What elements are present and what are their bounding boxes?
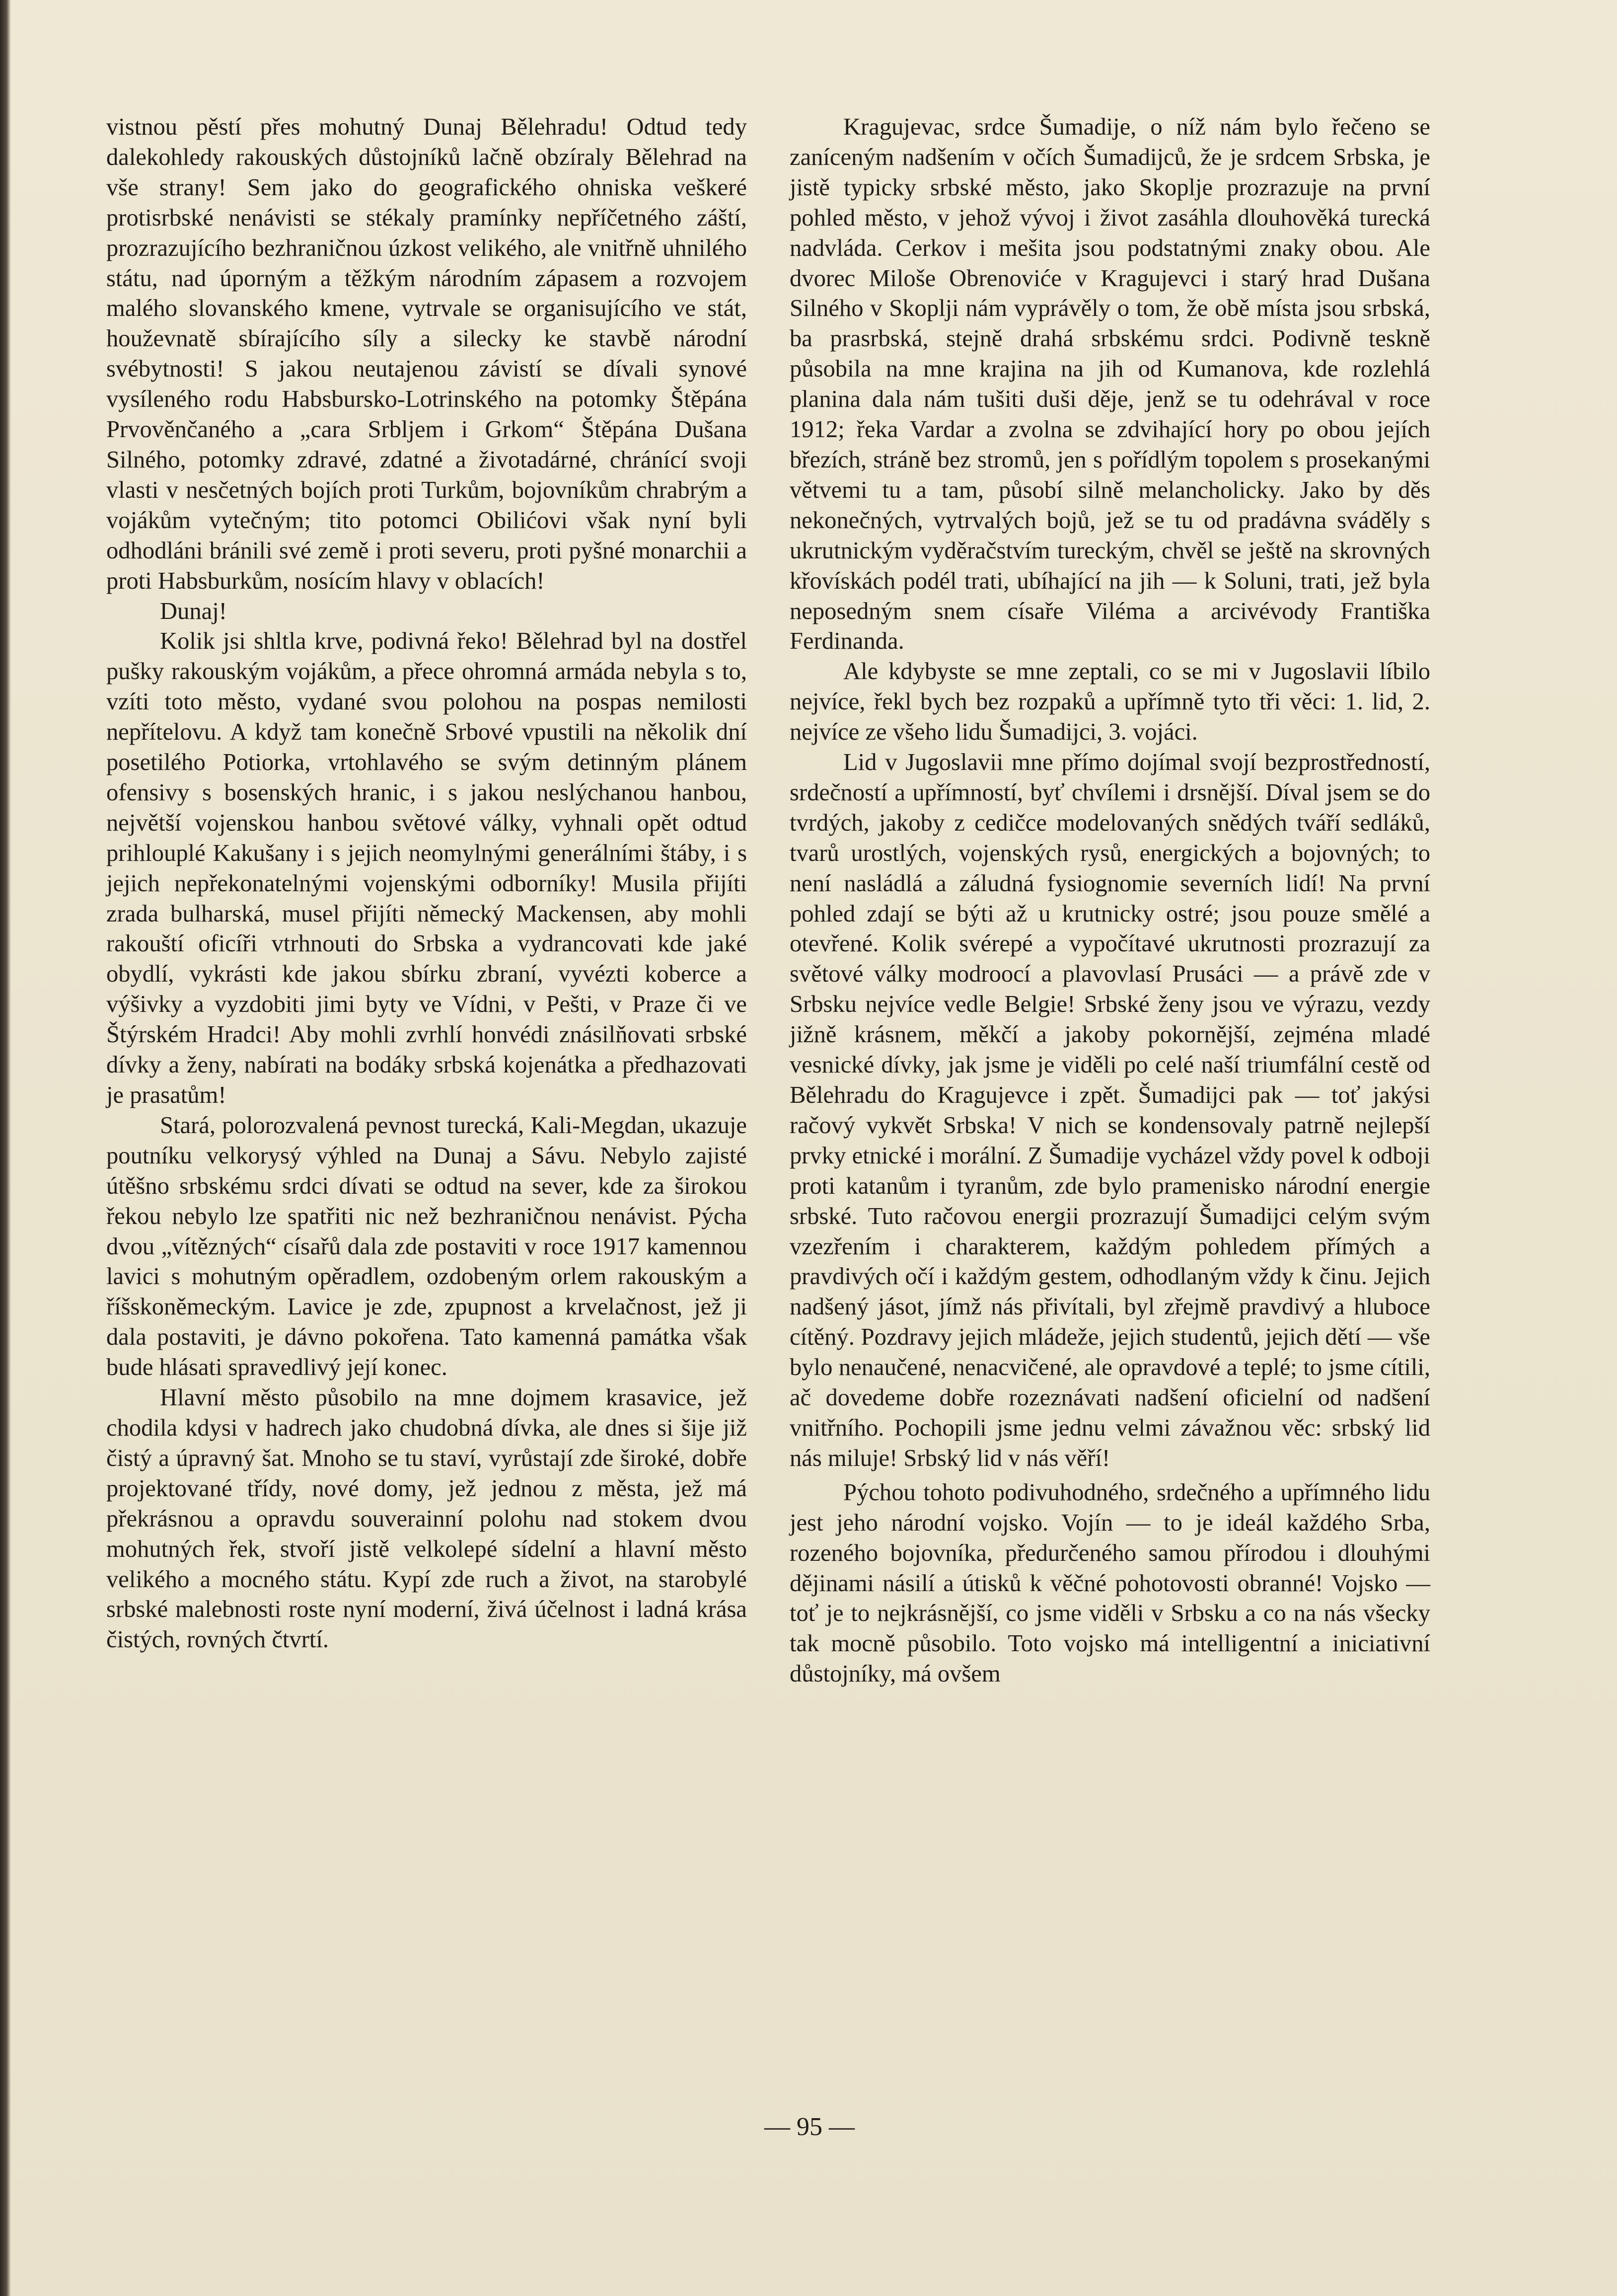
right-paragraph-4: Pýchou tohoto podivuhodného, srdečného a upřímného lidu jest jeho národní vojsko. Vojín — to je ideál každého Srba, rozeného bojovníka, předurčeného samou přírodou i dlouhými dějinami násilí a útisků k věčné pohotovosti obranné! Vojsko — toť je to nejkrásnější, co jsme viděli v Srbsku a co na nás všecky tak mocně působilo. Toto vojsko má intelligentní a iniciativní důstojníky, má ovšem	[790, 1478, 1430, 1687]
left-paragraph-3: Kolik jsi shltla krve, podivná řeko! Bělehrad byl na dostřel pušky rakouským vojákům, a přece ohromná armáda nebyla s to, vzíti toto město, vydané svou polohou na pospas nemilosti nepřítelovu. A když tam konečně Srbové vpustili na několik dní posetilého Potiorka, vrtohlavého se svým detinným plánem ofensivy s bosenských hranic, i s jakou neslýchanou hanbou, největší vojenskou hanbou světové války, vyhnali opět odtud prihlouplé Kakušany i s jejich neomylnými generálními štáby, i s jejich nepřekonatelnými vojenskými odborníky! Musila přijíti zrada bulharská, musel přijíti německý Mackensen, aby mohli rakouští oficíři vtrhnouti do Srbska a vydrancovati kde jaké obydlí, vykrásti kde jakou sbírku zbraní, vyvézti koberce a výšivky a vyzdobiti jimi byty ve Vídni, v Pešti, v Praze či ve Štýrském Hradci! Aby mohli zvrhlí honvédi znásilňovati srbské dívky a ženy, nabírati na bodáky srbská kojenátka a předhazovati je prasatům!	[106, 627, 747, 1108]
right-paragraph-2: Ale kdybyste se mne zeptali, co se mi v Jugoslavii líbilo nejvíce, řekl bych bez rozpaků a upřímně tyto tři věci: 1. lid, 2. nejvíce ze všeho lidu Šumadijci, 3. vojáci.	[790, 658, 1430, 746]
left-paragraph-1: vistnou pěstí přes mohutný Dunaj Bělehradu! Odtud tedy dalekohledy rakouských důstojníků lačně obzíraly Bělehrad na vše strany! Sem jako do geografického ohniska veškeré protisrbské nenávisti se stékaly pramínky nepříčetného záští, prozrazujícího bezhraničnou úzkost velikého, ale vnitřně uhnilého státu, nad úporným a těžkým národním zápasem a rozvojem malého slovanského kmene, vytrvale se organisujícího ve stát, houževnatě sbírajícího síly a silecky ke stavbě národní svébytnosti! S jakou neutajenou závistí se dívali synové vysíleného rodu Habsbursko-Lotrinského na potomky Štěpána Prvověnčaného a „cara Srbljem i Grkom“ Štěpána Dušana Silného, potomky zdravé, zdatné a životadárné, chránící svoji vlasti v nesčetných bojích proti Turkům, bojovníkům chrabrým a vojákům vytečným; tito potomci Obilićovi však nyní byli odhodláni bránili své země i proti severu, proti pyšné monarchii a proti Habsburkům, nosícím hlavy v oblacích!	[106, 113, 747, 594]
left-paragraph-4: Stará, polorozvalená pevnost turecká, Kali-Megdan, ukazuje poutníku velkorysý výhled na Dunaj a Sávu. Nebylo zajisté útěšno srbskému srdci dívati se odtud na sever, kde za širokou řekou nebylo lze spatřiti nic než bezhraničnou nenávist. Pýcha dvou „vítězných“ císařů dala zde postaviti v roce 1917 kamennou lavici s mohutným opěradlem, ozdobeným orlem rakouským a říšskoněmeckým. Lavice je zde, zpupnost a krvelačnost, jež ji dala postaviti, je dávno pokořena. Tato kamenná památka však bude hlásati spravedlivý její konec.	[106, 1111, 747, 1381]
left-paragraph-dunaj: Dunaj!	[160, 597, 227, 624]
binding-edge	[0, 0, 11, 2296]
page-number: — 95 —	[764, 2113, 855, 2141]
right-text-column	[790, 112, 1430, 1689]
right-paragraph-1: Kragujevac, srdce Šumadije, o níž nám bylo řečeno se zaníceným nadšením v očích Šumadijců, že je srdcem Srbska, je jistě typicky srbské město, jako Skoplje prozrazuje na první pohled město, v jehož vývoj i život zasáhla dlouhověká turecká nadvláda. Cerkov i mešita jsou podstatnými znaky obou. Ale dvorec Miloše Obrenoviće v Kragujevci i starý hrad Dušana Silného v Skoplji nám vyprávěly o tom, že obě místa jsou srbská, ba prasrbská, stejně drahá srbskému srdci. Podivně teskně působila na mne krajina na jih od Kumanova, kde rozlehlá planina dala nám tušiti duši děje, jenž se tu odehrával v roce 1912; řeka Vardar a zvolna se zdvihající hory po obou jejích březích, stráně bez stromů, jen s pořídlým topolem s prosekanými větvemi tu a tam, působí silně melancholicky. Jako by děs nekonečných, vytrvalých bojů, jež se tu od pradávna sváděly s ukrutnickým vyděračstvím tureckým, chvěl se ještě na skrovných křovískách podél trati, ubíhající na jih — k Soluni, trati, jež byla neposedným snem císaře Viléma a arcivévody Františka Ferdinanda.	[790, 113, 1430, 655]
right-paragraph-3: Lid v Jugoslavii mne přímo dojímal svojí bezprostředností, srdečností a upřímností, byť chvílemi i drsnější. Díval jsem se do tvrdých, jakoby z cedičce modelovaných snědých tváří sedláků, tvarů urostlých, vojenských rysů, energických a bojovných; to není nasládlá a záludná fysiognomie severních lidí! Na první pohled zdají se býti až u krutnicky ostré; jsou pouze smělé a otevřené. Kolik svérepé a vypočítavé ukrutnosti prozrazují za světové války modroocí a plavovlasí Prusáci — a právě zde v Srbsku nejvíce vedle Belgie! Srbské ženy jsou ve výrazu, vezdy jižně krásnem, měkčí a jakoby pokornější, zejména mladé vesnické dívky, jak jsme je viděli po celé naší triumfální cestě od Bělehradu do Kragujevce i zpět. Šumadijci pak — toť jakýsi račový vykvět Srbska! V nich se kondensovaly patrně nejlepší prvky etnické i morální. Z Šumadije vycházel vždy povel k odboji proti katanům i tyranům, zde bylo pramenisko národní energie srbské. Tuto račovou energii prozrazují Šumadijci celým svým vzezřením i charakterem, každým pohledem přímých a pravdivých očí i každým gestem, odhodlaným vždy k činu. Jejich nadšený jásot, jímž nás přivítali, byl zřejmě pravdivý a hluboce cítěný. Pozdravy jejich mládeže, jejich studentů, jejich dětí — vše bylo nenaučené, nenacvičené, ale opravdové a teplé; to jsme cítili, ač dovedeme dobře rozeznávati nadšení oficielní od nadšení vnitřního. Pochopili jsme jednu velmi závažnou věc: srbský lid nás miluje! Srbský lid v nás věří!	[790, 749, 1430, 1471]
left-paragraph-5: Hlavní město působilo na mne dojmem krasavice, jež chodila kdysi v hadrech jako chudobná dívka, ale dnes si šije již čistý a úpravný šat. Mnoho se tu staví, vyrůstají zde široké, dobře projektované třídy, nové domy, jež jednou z města, jež má překrásnou a opravdu souverainní polohu nad stokem dvou mohutných řek, stvoří jistě velkolepé sídelní a hlavní město velikého a mocného státu. Kypí zde ruch a život, na starobylé srbské malebnosti roste nyní moderní, živá účelnost i ladná krása čistých, rovných čtvrtí.	[106, 1384, 747, 1653]
left-text-column	[106, 112, 747, 1655]
